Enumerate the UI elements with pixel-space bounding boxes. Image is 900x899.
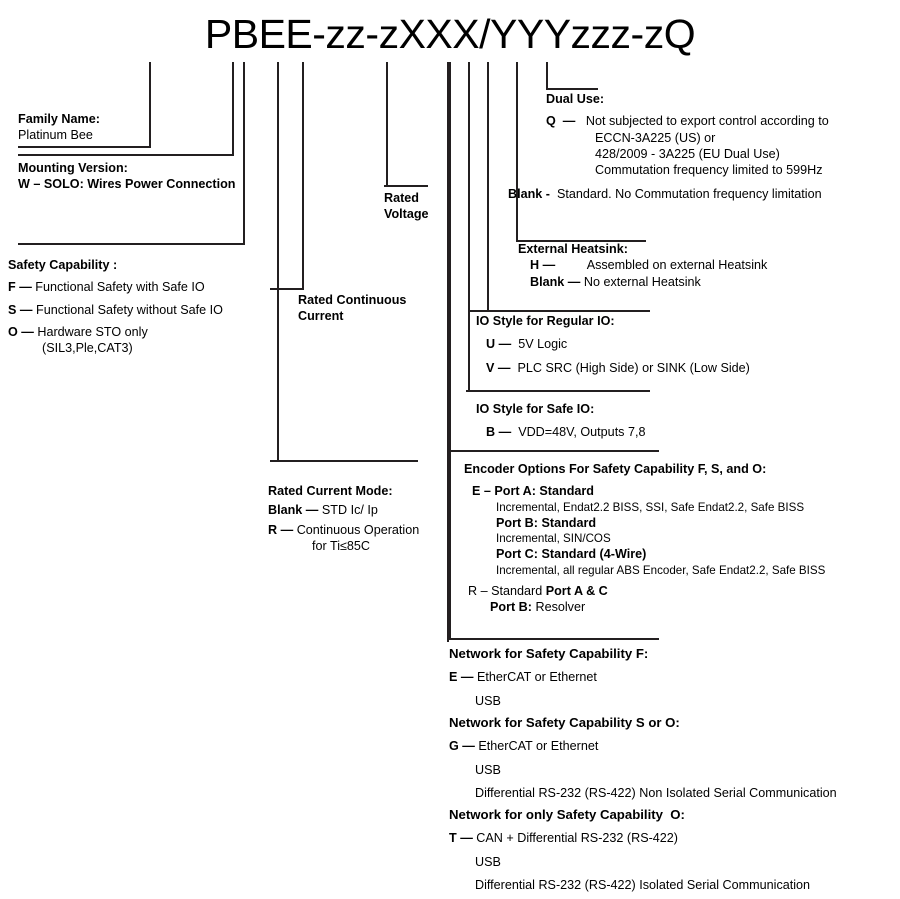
- block-mounting-version: [18, 160, 236, 193]
- port-reference: Port B:: [490, 599, 532, 614]
- block-network-s-o: [449, 714, 837, 801]
- option-code: Blank -: [508, 186, 557, 201]
- part-number-heading: PBEE-zz-zXXX/YYYzzz-zQ: [204, 11, 696, 57]
- block-dual-use: [508, 91, 829, 202]
- leader-line-rated-current-mode-horizontal: [270, 460, 418, 462]
- leader-line-encoder-close-horizontal: [449, 638, 659, 640]
- leader-line-io-style-safe-horizontal: [466, 390, 650, 392]
- external-heatsink-line-0: H — Assembled on external Heatsink: [530, 258, 768, 273]
- option-code: Q —: [546, 114, 586, 129]
- block-external-heatsink: [518, 241, 767, 290]
- external-heatsink-line-1: Blank — No external Heatsink: [530, 274, 701, 289]
- leader-line-encoder-options-vertical: [449, 62, 451, 452]
- network-s-o-line-0: G — EtherCAT or Ethernet: [449, 739, 599, 754]
- option-code: H —: [530, 258, 587, 273]
- block-family-name: [18, 111, 100, 144]
- io-style-safe-line-0: B — VDD=48V, Outputs 7,8: [486, 425, 646, 440]
- mounting-version-line-0: W – SOLO: Wires Power Connection: [18, 177, 236, 192]
- mounting-version-header: Mounting Version:: [18, 161, 128, 175]
- option-code: U —: [486, 337, 519, 352]
- safety-capability-line-2: O — Hardware STO only: [8, 325, 148, 340]
- option-code: T —: [449, 831, 477, 846]
- family-name-line-0: Platinum Bee: [18, 128, 93, 143]
- network-f-line-1: USB: [475, 693, 501, 708]
- leader-line-dual-use-horizontal: [546, 88, 598, 90]
- leader-line-mounting-version-horizontal: [18, 154, 234, 156]
- leader-line-safety-capability-horizontal: [18, 243, 245, 245]
- leader-line-io-style-safe-vertical: [468, 62, 470, 392]
- block-safety-capability: [8, 257, 223, 357]
- encoder-options-header: Encoder Options For Safety Capability F, S, and O:: [464, 462, 767, 476]
- safety-capability-header: Safety Capability :: [8, 258, 118, 272]
- encoder-options-line-7: Port B: Resolver: [490, 599, 586, 614]
- external-heatsink-header: External Heatsink:: [518, 242, 628, 256]
- rated-current-mode-header: Rated Current Mode:: [268, 484, 393, 498]
- option-code: B —: [486, 425, 519, 440]
- option-code: O —: [8, 325, 38, 340]
- option-code: G —: [449, 739, 479, 754]
- block-io-style-regular: [476, 313, 750, 376]
- leader-line-io-style-regular-vertical: [487, 62, 489, 312]
- rated-voltage-line-0: Voltage: [384, 207, 429, 222]
- dual-use-line-2: 428/2009 - 3A225 (EU Dual Use): [595, 147, 780, 162]
- encoder-options-line-4: Port C: Standard (4-Wire): [496, 547, 647, 562]
- leader-line-safety-capability-vertical: [243, 62, 245, 245]
- option-code: V —: [486, 360, 518, 375]
- network-f-line-0: E — EtherCAT or Ethernet: [449, 670, 597, 685]
- rated-continuous-current-line-0: Current: [298, 309, 344, 324]
- leader-line-rated-continuous-current-vertical: [302, 62, 304, 290]
- leader-line-rated-voltage-vertical: [386, 62, 388, 187]
- leader-line-rated-current-mode-vertical-2: [277, 62, 279, 462]
- encoder-options-line-5: Incremental, all regular ABS Encoder, Safe Endat2.2, Safe BISS: [496, 563, 826, 577]
- block-rated-continuous-current: [298, 292, 406, 325]
- leader-line-io-style-regular-horizontal: [470, 310, 650, 312]
- rated-continuous-current-header: Rated Continuous: [298, 293, 407, 307]
- rated-current-mode-line-1: R — Continuous Operation: [268, 522, 420, 537]
- dual-use-line-1: ECCN-3A225 (US) or: [595, 130, 716, 145]
- network-s-o-line-2: Differential RS-232 (RS-422) Non Isolated Serial Communication: [475, 785, 837, 800]
- network-o-line-2: Differential RS-232 (RS-422) Isolated Serial Communication: [475, 877, 811, 892]
- io-style-safe-header: IO Style for Safe IO:: [476, 402, 595, 416]
- encoder-options-line-3: Incremental, SIN/COS: [496, 532, 611, 546]
- encoder-options-line-2: Port B: Standard: [496, 515, 597, 530]
- leader-line-family-name-vertical: [149, 62, 151, 148]
- dual-use-line-3: Commutation frequency limited to 599Hz: [595, 163, 823, 178]
- rated-current-mode-line-2: for Ti≤85C: [312, 539, 371, 554]
- block-rated-current-mode: [268, 483, 419, 554]
- network-o-line-0: T — CAN + Differential RS-232 (RS-422): [449, 831, 678, 846]
- option-code: E —: [449, 670, 477, 685]
- option-code: Blank —: [268, 503, 322, 518]
- network-o-line-1: USB: [475, 854, 501, 869]
- rated-voltage-header: Rated: [384, 191, 419, 205]
- dual-use-line-4: Blank - Standard. No Commutation frequency limitation: [508, 186, 822, 201]
- leader-line-network-vertical: [447, 62, 449, 642]
- leader-line-dual-use-vertical: [546, 62, 548, 90]
- dual-use-header: Dual Use:: [546, 92, 605, 106]
- io-style-regular-line-0: U — 5V Logic: [486, 337, 568, 352]
- leader-line-external-heatsink-vertical: [516, 62, 518, 242]
- encoder-options-line-6: R – Standard Port A & C: [468, 583, 608, 598]
- option-code: R —: [268, 522, 297, 537]
- block-io-style-safe: [476, 401, 646, 441]
- leader-line-mounting-version-vertical: [232, 62, 234, 156]
- encoder-options-line-1: Incremental, Endat2.2 BISS, SSI, Safe Endat2.2, Safe BISS: [496, 500, 805, 514]
- option-code: S —: [8, 302, 36, 317]
- network-s-o-line-1: USB: [475, 762, 501, 777]
- network-s-o-header: Network for Safety Capability S or O:: [449, 715, 680, 730]
- safety-capability-line-1: S — Functional Safety without Safe IO: [8, 302, 223, 317]
- block-network-f: [449, 645, 648, 709]
- family-name-header: Family Name:: [18, 112, 100, 126]
- block-rated-voltage: [384, 190, 429, 223]
- io-style-regular-header: IO Style for Regular IO:: [476, 314, 615, 328]
- encoder-options-line-0: E – Port A: Standard: [472, 484, 594, 499]
- network-o-header: Network for only Safety Capability O:: [449, 807, 685, 822]
- dual-use-line-0: Q — Not subjected to export control according to: [546, 114, 829, 129]
- block-encoder-options: [464, 461, 825, 615]
- port-reference: Port A & C: [545, 583, 608, 598]
- safety-capability-line-0: F — Functional Safety with Safe IO: [8, 280, 205, 295]
- rated-current-mode-line-0: Blank — STD Ic/ Ip: [268, 503, 378, 518]
- safety-capability-line-3: (SIL3,Ple,CAT3): [42, 341, 133, 356]
- leader-line-rated-voltage-horizontal: [384, 185, 428, 187]
- leader-line-family-name-horizontal: [18, 146, 151, 148]
- io-style-regular-line-1: V — PLC SRC (High Side) or SINK (Low Side): [486, 360, 750, 375]
- block-network-o: [449, 806, 810, 893]
- option-code: Blank —: [530, 274, 584, 289]
- leader-line-rated-continuous-current-horizontal: [270, 288, 304, 290]
- leader-line-encoder-options-horizontal: [449, 450, 659, 452]
- leader-line-encoder-close-vertical: [449, 450, 451, 640]
- option-code: F —: [8, 280, 36, 295]
- network-f-header: Network for Safety Capability F:: [449, 646, 649, 661]
